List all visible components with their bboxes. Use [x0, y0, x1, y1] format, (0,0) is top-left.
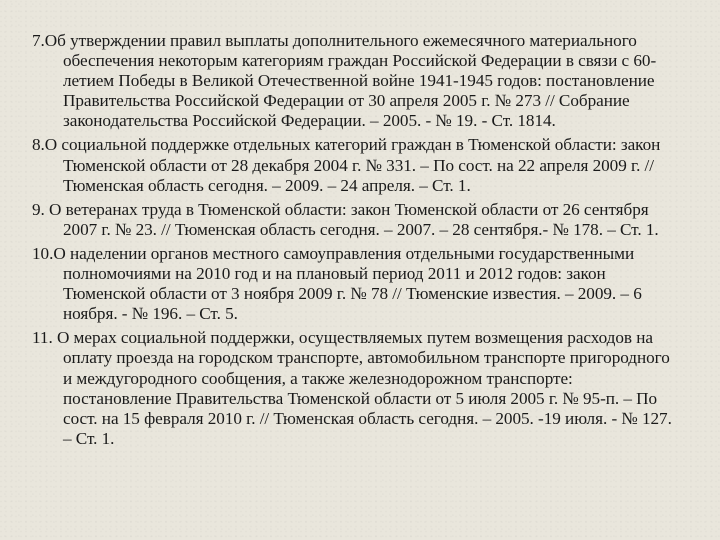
reference-list — [32, 31, 676, 449]
reference-item-11: 11. О мерах социальной поддержки, осуществляемых путем возмещения расходов на оплату проезда на городском транспорте, автомобильном транспорте пригородного и междугородного сообщения, а также железнодорожном транспорте: постановление Правительства Тюменской области от 5 июля 2005 г. № 95-п. – По сост. на 15 февраля 2010 г. // Тюменская область сегодня. – 2005. -19 июля. - № 127. – Ст. 1. — [32, 328, 672, 448]
reference-item-8: 8.О социальной поддержке отдельных категорий граждан в Тюменской области: закон Тюменской области от 28 декабря 2004 г. № 331. – По сост. на 22 апреля 2009 г. // Тюменская область сегодня. – 2009. – 24 апреля. – Ст. 1. — [32, 135, 661, 195]
reference-item-9: 9. О ветеранах труда в Тюменской области: закон Тюменской области от 26 сентября 2007 г. № 23. // Тюменская область сегодня. – 2007. – 28 сентября.- № 178. – Ст. 1. — [32, 199, 659, 239]
reference-item-7: 7.Об утверждении правил выплаты дополнительного ежемесячного материального обеспечения некоторым категориям граждан Российской Федерации в связи с 60-летием Победы в Великой Отечественной войне 1941-1945 годов: постановление Правительства Российской Федерации от 30 апреля 2005 г. № 273 // Собрание законодательства Российской Федерации. – 2005. - № 19. - Ст. 1814. — [32, 31, 657, 131]
reference-item-10: 10.О наделении органов местного самоуправления отдельными государственными полномочиями на 2010 год и на плановый период 2011 и 2012 годов: закон Тюменской области от 3 ноября 2009 г. № 78 // Тюменские известия. – 2009. – 6 ноября. - № 196. – Ст. 5. — [32, 243, 642, 324]
